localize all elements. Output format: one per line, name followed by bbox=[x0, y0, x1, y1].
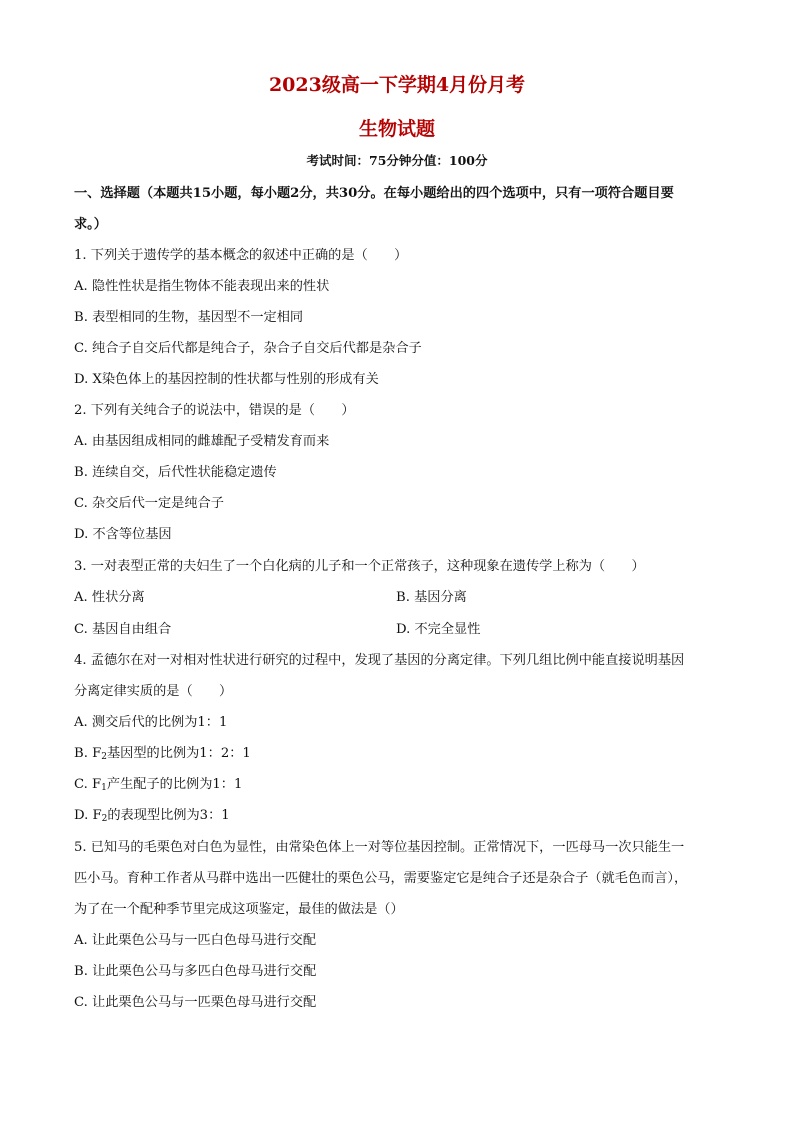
question-stem: 2. 下列有关纯合子的说法中，错误的是（ ） bbox=[74, 403, 355, 418]
question-option: B. 让此栗色公马与多匹白色母马进行交配 bbox=[74, 964, 317, 979]
question-option: C. 杂交后代一定是纯合子 bbox=[74, 496, 224, 511]
question-option: C. 基因自由组合 bbox=[74, 622, 172, 637]
question-option: C. 让此栗色公马与一匹栗色母马进行交配 bbox=[74, 995, 317, 1010]
question-option bbox=[74, 773, 242, 793]
question-option: A. 由基因组成相同的雌雄配子受精发育而来 bbox=[74, 434, 330, 449]
question-stem: 5. 已知马的毛栗色对白色为显性，由常染色体上一对等位基因控制。正常情况下，一匹母马一次只能生一 bbox=[74, 840, 685, 855]
question-stem: 1. 下列关于遗传学的基本概念的叙述中正确的是（ ） bbox=[74, 248, 408, 263]
exam-title: 2023级高一下学期4月份月考 bbox=[268, 74, 526, 96]
question-option: B. 连续自交，后代性状能稳定遗传 bbox=[74, 465, 277, 480]
question-stem-cont: 为了在一个配种季节里完成这项鉴定，最佳的做法是（） bbox=[74, 902, 404, 917]
question-option bbox=[74, 742, 251, 762]
question-option: C. 纯合子自交后代都是纯合子，杂合子自交后代都是杂合子 bbox=[74, 341, 422, 356]
option-text: 产生配子的比例为1：1 bbox=[106, 777, 243, 792]
question-stem-cont: 匹小马。育种工作者从马群中选出一匹健壮的栗色公马，需要鉴定它是纯合子还是杂合子（就毛色而言）， bbox=[74, 871, 688, 886]
option-text: 的表现型比例为3：1 bbox=[107, 808, 230, 823]
option-text: 基因型的比例为1：2：1 bbox=[106, 746, 251, 761]
question-option: B. 表型相同的生物，基因型不一定相同 bbox=[74, 310, 304, 325]
question-option: A. 测交后代的比例为1：1 bbox=[74, 715, 228, 730]
subscript: 2 bbox=[101, 814, 108, 824]
question-option: A. 让此栗色公马与一匹白色母马进行交配 bbox=[74, 933, 317, 948]
question-option: A. 性状分离 bbox=[74, 590, 145, 605]
section-heading-cont: 求。） bbox=[74, 217, 107, 232]
option-prefix: D. F bbox=[74, 808, 102, 823]
question-option: D. 不完全显性 bbox=[396, 622, 481, 637]
option-prefix: B. F bbox=[74, 746, 102, 761]
question-option: B. 基因分离 bbox=[396, 590, 467, 605]
question-stem: 3. 一对表型正常的夫妇生了一个白化病的儿子和一个正常孩子，这种现象在遗传学上称为（ ） bbox=[74, 559, 645, 574]
question-option: D. X染色体上的基因控制的性状都与性别的形成有关 bbox=[74, 372, 379, 387]
question-option: A. 隐性性状是指生物体不能表现出来的性状 bbox=[74, 279, 330, 294]
question-option bbox=[74, 804, 230, 824]
exam-info: 考试时间：75分钟分值：100分 bbox=[306, 153, 488, 168]
question-stem-cont: 分离定律实质的是（ ） bbox=[74, 684, 233, 699]
question-option: D. 不含等位基因 bbox=[74, 527, 172, 542]
section-heading: 一、选择题（本题共15小题，每小题2分，共30分。在每小题给出的四个选项中，只有一项符合题目要 bbox=[74, 186, 674, 201]
subscript: 2 bbox=[101, 752, 107, 762]
question-stem: 4. 孟德尔在对一对相对性状进行研究的过程中，发现了基因的分离定律。下列几组比例中能直接说明基因 bbox=[74, 653, 685, 668]
subscript: 1 bbox=[101, 783, 107, 793]
exam-subtitle: 生物试题 bbox=[358, 118, 435, 140]
option-prefix: C. F bbox=[74, 777, 102, 792]
